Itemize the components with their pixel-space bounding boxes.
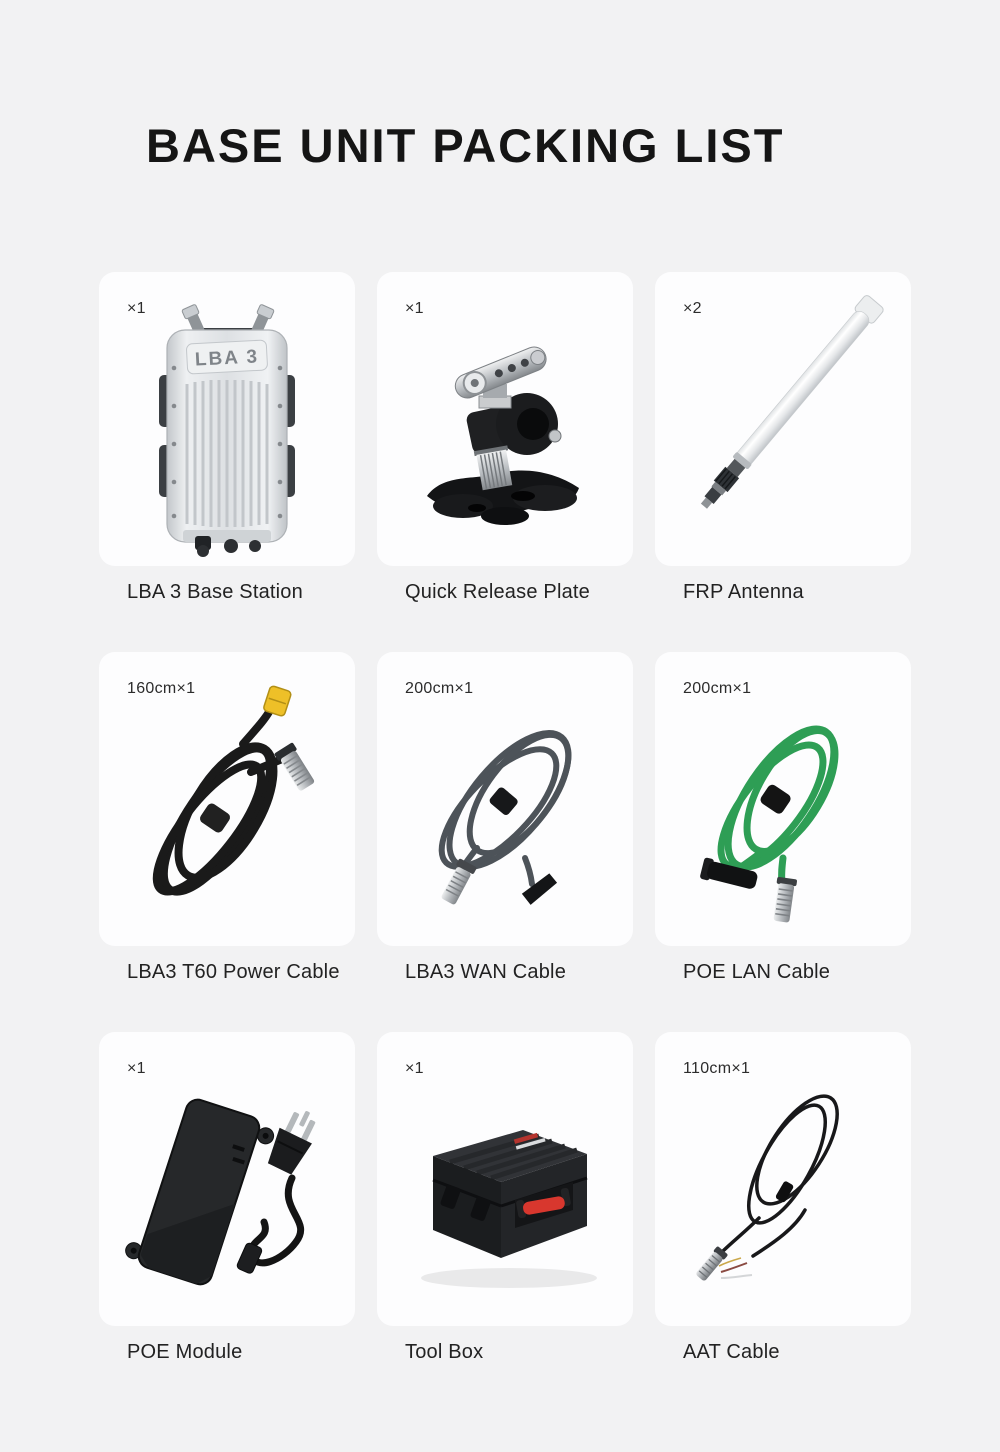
product-name: FRP Antenna bbox=[683, 581, 804, 603]
product-name: Tool Box bbox=[405, 1341, 484, 1363]
product-name: Quick Release Plate bbox=[405, 581, 591, 603]
product-name: LBA 3 Base Station bbox=[127, 581, 303, 603]
product-card bbox=[655, 652, 911, 946]
quantity-label: 160cm×1 bbox=[127, 680, 196, 697]
product-card bbox=[99, 272, 355, 566]
quantity-label: ×1 bbox=[405, 300, 424, 317]
packing-item-base-station bbox=[99, 272, 355, 604]
product-card bbox=[377, 652, 633, 946]
svg-text:LBA 3: LBA 3 bbox=[194, 346, 260, 371]
packing-item-wan-cable bbox=[377, 652, 633, 984]
product-name: POE LAN Cable bbox=[683, 961, 831, 983]
product-card bbox=[99, 652, 355, 946]
packing-item-poe-module bbox=[99, 1032, 355, 1364]
quantity-label: ×2 bbox=[683, 300, 702, 317]
product-name: LBA3 T60 Power Cable bbox=[127, 961, 340, 983]
quantity-label: ×1 bbox=[127, 300, 146, 317]
packing-item-tool-box bbox=[377, 1032, 633, 1364]
packing-item-aat-cable bbox=[655, 1032, 911, 1364]
quantity-label: ×1 bbox=[405, 1060, 424, 1077]
product-card bbox=[377, 1032, 633, 1326]
product-card bbox=[99, 1032, 355, 1326]
product-name: LBA3 WAN Cable bbox=[405, 961, 567, 983]
product-grid bbox=[99, 272, 911, 1364]
packing-item-frp-antenna bbox=[655, 272, 911, 604]
packing-item-quick-release bbox=[377, 272, 633, 604]
product-name: AAT Cable bbox=[683, 1341, 780, 1363]
product-card bbox=[655, 1032, 911, 1326]
product-card bbox=[377, 272, 633, 566]
quantity-label: 200cm×1 bbox=[405, 680, 474, 697]
quantity-label: ×1 bbox=[127, 1060, 146, 1077]
page-title: BASE UNIT PACKING LIST bbox=[146, 119, 785, 172]
product-name: POE Module bbox=[127, 1341, 243, 1363]
packing-item-poe-lan-cable bbox=[655, 652, 911, 984]
quantity-label: 110cm×1 bbox=[683, 1060, 751, 1077]
quantity-label: 200cm×1 bbox=[683, 680, 752, 697]
packing-item-t60-power-cable bbox=[99, 652, 355, 984]
product-card bbox=[655, 272, 911, 566]
